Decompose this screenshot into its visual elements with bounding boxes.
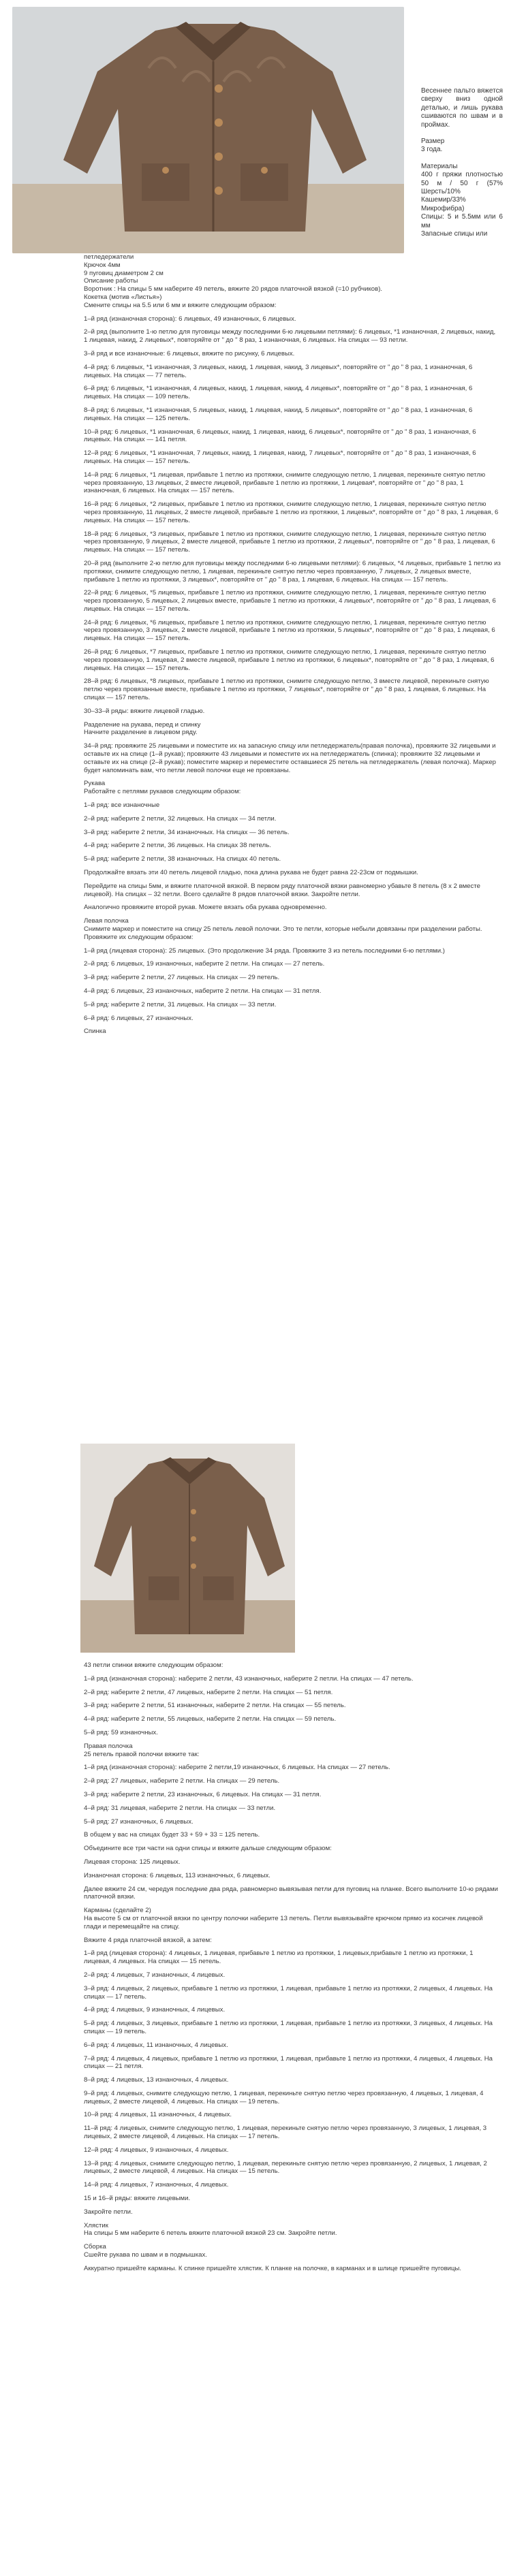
sidebar-info: [421, 87, 503, 247]
pattern-paragraph: Хлястик На спицы 5 мм наберите 6 петель вяжите платочной вязкой 23 см. Закройте петли.: [84, 2221, 337, 2238]
pattern-paragraph: Объедините все три части на одни спицы и вяжите дальше следующим образом:: [84, 1845, 332, 1853]
pattern-paragraph: 9–й ряд: 4 лицевых, снимите следующую петлю, 1 лицевая, перекиньте снятую петлю через провязанную, 4 лицевых, 1 лицевая, 4 лицевых, 2 вместе лицевой, 4 лицевых. На спицах — 19 петель.: [84, 2089, 484, 2105]
pattern-paragraph: 4–й ряд: 4 лицевых, 9 изнаночных, 4 лицевых.: [84, 2006, 226, 2014]
sidebar-intro: Весеннее пальто вяжется сверху вниз одной деталью, и лишь рукава сшиваются по швам и в проймах.: [421, 87, 503, 129]
pattern-text: [84, 253, 501, 1041]
pattern-paragraph: 15 и 16–й ряды: вяжите лицевыми.: [84, 2195, 191, 2203]
pattern-paragraph: 10–й ряд: 4 лицевых, 11 изнаночных, 4 лицевых.: [84, 2111, 232, 2119]
pattern-paragraph: 2–й ряд: 27 лицевых, наберите 2 петли. На спицах — 29 петель.: [84, 1777, 280, 1785]
pattern-paragraph: 8–й ряд: 6 лицевых, *1 изнаночная, 5 лицевых, накид, 1 лицевая, накид, 5 лицевых*, повторяйте от " до " 8 раз, 1 изнаночная, 6 лицевых. На спицах — 125 петель.: [84, 406, 473, 422]
pattern-paragraph: Закройте петли.: [84, 2208, 133, 2216]
pattern-paragraph: 43 петли спинки вяжите следующим образом:: [84, 1661, 223, 1669]
pattern-paragraph: 3–й ряд: наберите 2 петли, 23 изнаночных, 6 лицевых. На спицах — 31 петля.: [84, 1790, 322, 1798]
sleeves-block: [84, 780, 501, 1036]
pattern-paragraph: Продолжайте вязать эти 40 петель лицевой гладью, пока длина рукава не будет равна 22-23см от подмышки.: [84, 869, 418, 877]
pattern-paragraph: 3–й ряд: наберите 2 петли, 51 изнаночных, наберите 2 петли. На спицах — 55 петель.: [84, 1702, 346, 1710]
pattern-paragraph: Сборка Сшейте рукава по швам и в подмышках.: [84, 2243, 207, 2259]
pattern-paragraph: 8–й ряд: 4 лицевых, 13 изнаночных, 4 лицевых.: [84, 2076, 229, 2084]
pattern-paragraph: 5–й ряд: 27 изнаночных, 6 лицевых.: [84, 1817, 193, 1826]
pattern-paragraph: 4–й ряд: 31 лицевая, наберите 2 петли. На спицах — 33 петли.: [84, 1804, 276, 1812]
coat-back-illustration: [80, 1444, 295, 1653]
pattern-paragraph: Аналогично провяжите второй рукав. Можете вязать оба рукава одновременно.: [84, 904, 327, 912]
pattern-paragraph: Левая полочка Снимите маркер и поместите на спицу 25 петель левой полочки. Это те петли, которые небыли довязаны при разделении работы. Провяжите их следующим образом:: [84, 917, 482, 941]
pattern-paragraph: 1–й ряд (изнаночная сторона): 6 лицевых, 49 изнаночных, 6 лицевых.: [84, 315, 296, 323]
pattern-paragraph: 12–й ряд: 4 лицевых, 9 изнаночных, 4 лицевых.: [84, 2146, 229, 2154]
back-block: [84, 1661, 501, 2273]
pattern-paragraph: 11–й ряд: 4 лицевых, снимите следующую петлю, 1 лицевая, перекиньте снятую петлю через провязанную, 3 лицевых, 1 лицевая, 3 лицевых, 2 вместе лицевой, 4 лицевых. На спицах — 17 петель.: [84, 2125, 487, 2141]
head-line: Смените спицы на 5.5 или 6 мм и вяжите следующим образом:: [84, 301, 277, 309]
pattern-paragraph: 5–й ряд: наберите 2 петли, 31 лицевых. На спицах — 33 петли.: [84, 1000, 277, 1008]
coat-photo-top: [12, 7, 404, 253]
pattern-paragraph: 7–й ряд: 4 лицевых, 4 лицевых, прибавьте 1 петлю из протяжки, 1 лицевая, прибавьте 1 петлю из протяжки, 4 лицевых, 4 лицевых. На спицах — 21 петля.: [84, 2054, 493, 2071]
pattern-paragraph: 16–й ряд: 6 лицевых, *2 лицевых, прибавьте 1 петлю из протяжки, снимите следующую петлю, 1 лицевая, перекиньте снятую петлю через провязанную, 11 лицевых, 2 вместе лицевой, прибавьте 1 петлю из протяжки, 1 лицевых*, повторяйте от " до " 8 раз, 1 лицевая, 6 лицевых. На спицах — 157 петель.: [84, 500, 499, 524]
pattern-paragraph: 26–й ряд: 6 лицевых, *7 лицевых, прибавьте 1 петлю из протяжки, снимите следующую петлю, 1 лицевая, перекиньте снятую петлю через провязанную, 1 лицевая, 2 вместе лицевой, прибавьте 1 петлю из протяжки, 6 лицевых*, повторяйте от " до " 8 раз, 1 лицевая, 6 лицевых. На спицах — 157 петель.: [84, 648, 495, 672]
pattern-paragraph: Аккуратно пришейте карманы. К спинке пришейте хлястик. К планке на полочке, в карманах и в шлице пришейте пуговицы.: [84, 2264, 462, 2272]
pattern-paragraph: 14–й ряд: 6 лицевых, *1 лицевая, прибавьте 1 петлю из протяжки, снимите следующую петлю, 1 лицевая, перекиньте снятую петлю через провязанную, 13 лицевых, 2 вместе лицевой, прибавьте 1 петлю из протяжки, 1 лицевая*, повторяйте от " до " 8 раз, 1 изнаночная, 6 лицевых. На спицах — 157 петель.: [84, 471, 486, 495]
pattern-paragraph: 4–й ряд: 6 лицевых, *1 изнаночная, 3 лицевых, накид, 1 лицевая, накид, 3 лицевых*, повторяйте от " до " 8 раз, 1 изнаночная, 6 лицевых. На спицах — 77 петель.: [84, 363, 473, 379]
pattern-paragraph: 2–й ряд: наберите 2 петли, 47 лицевых, наберите 2 петли. На спицах — 51 петля.: [84, 1688, 333, 1696]
pattern-paragraph: 2–й ряд (выполните 1-ю петлю для пуговицы между последними 6-ю лицевыми петлями): 6 лицевых, *1 изнаночная, 2 лицевых, накид, 1 лицевая, накид, 2 лицевых*, повторяйте от " до " 8 раз, 1 изнаночная, 6 лицевых. На спицах — 93 петли.: [84, 328, 496, 345]
pattern-paragraph: 1–й ряд (лицевая сторона): 25 лицевых. (Это продолжение 34 ряда. Провяжите 3 из петель последними 6-ю петлями.): [84, 947, 445, 955]
head-block: [84, 253, 501, 310]
head-line: Описание работы: [84, 277, 138, 285]
pattern-paragraph: 2–й ряд: 4 лицевых, 7 изнаночных, 4 лицевых.: [84, 1971, 226, 1979]
pattern-paragraph: 3–й ряд: наберите 2 петли, 27 лицевых. На спицах — 29 петель.: [84, 974, 280, 982]
pattern-paragraph: 34–й ряд: провяжите 25 лицевыми и поместите их на запасную спицу или петледержатель(правая полочка), провяжите 32 лицевыми и оставьте их на спице (1–й рукав); провяжите 43 лицевыми и поместите их на петледержатель (спинка); провяжите 32 лицевыми и оставьте их на спице (2–й рукав); поместите маркер и переместите оставшиеся 25 петель на петледержатель (левая полочка). Маркер будет напоминать вам, что петли левой полочки еще не провязаны.: [84, 742, 497, 774]
head-line: Крючок 4мм: [84, 261, 121, 269]
head-line: Кокетка (мотив «Листья»): [84, 293, 162, 301]
head-line: петледержатели: [84, 253, 134, 261]
yoke-block: [84, 315, 501, 775]
pattern-paragraph: 2–й ряд: 6 лицевых, 19 изнаночных, наберите 2 петли. На спицах — 27 петель.: [84, 960, 325, 968]
pattern-paragraph: Вяжите 4 ряда платочной вязкой, а затем:: [84, 1936, 212, 1944]
sidebar-materials: Материалы 400 г пряжи плотностью 50 м / 50 г (57% Шерсть/10% Кашемир/33% Микрофибра) Спицы: 5 и 5.5мм или 6 мм Запасные спицы или: [421, 162, 503, 238]
pattern-paragraph: 28–й ряд: 6 лицевых, *8 лицевых, прибавьте 1 петлю из протяжки, снимите следующую петлю, 3 вместе лицевой, перекиньте снятую петлю через провязанные вместе, прибавьте 1 петлю из протяжки, 7 лицевых*, повторяйте от " до " 8 раз, 1 лицевая, 6 лицевых. На спицах — 157 петель.: [84, 678, 489, 702]
pattern-paragraph: В общем у вас на спицах будет 33 + 59 + 33 = 125 петель.: [84, 1831, 260, 1839]
sidebar-size: Размер 3 года.: [421, 138, 445, 154]
pattern-paragraph: 14–й ряд: 4 лицевых, 7 изнаночных, 4 лицевых.: [84, 2181, 229, 2189]
pattern-paragraph: 5–й ряд: наберите 2 петли, 38 изнаночных. На спицах 40 петель.: [84, 855, 281, 863]
pattern-paragraph: 3–й ряд: наберите 2 петли, 34 изнаночных. На спицах — 36 петель.: [84, 828, 290, 836]
pattern-paragraph: 5–й ряд: 4 лицевых, 3 лицевых, прибавьте 1 петлю из протяжки, 1 лицевая, прибавьте 1 петлю из протяжки, 3 лицевых, 4 лицевых. На спицах — 19 петель.: [84, 2020, 493, 2035]
pattern-paragraph: 1–й ряд (изнаночная сторона): наберите 2 петли,19 изнаночных, 6 лицевых. На спицах — 27 петель.: [84, 1764, 390, 1772]
pattern-paragraph: 3–й ряд и все изнаночные: 6 лицевых, вяжите по рисунку, 6 лицевых.: [84, 349, 295, 357]
pattern-paragraph: Разделение на рукава, перед и спинку Начните разделение в лицевом ряду.: [84, 720, 201, 737]
pattern-paragraph: 4–й ряд: наберите 2 петли, 36 лицевых. На спицах 38 петель.: [84, 842, 271, 850]
pattern-paragraph: Правая полочка 25 петель правой полочки вяжите так:: [84, 1742, 200, 1758]
pattern-paragraph: 1–й ряд (лицевая сторона): 4 лицевых, 1 лицевая, прибавьте 1 петлю из протяжки, 1 лицевых,прибавьте 1 петлю из протяжки, 1 лицевая, 4 лицевых. На спицах — 15 петель.: [84, 1950, 474, 1966]
pattern-paragraph: 4–й ряд: наберите 2 петли, 55 лицевых, наберите 2 петли. На спицах — 59 петель.: [84, 1715, 337, 1723]
head-line: 9 пуговиц диаметром 2 см: [84, 269, 164, 277]
pattern-paragraph: 10–й ряд: 6 лицевых, *1 изнаночная, 6 лицевых, накид, 1 лицевая, накид, 6 лицевых*, повторяйте от " до " 8 раз, 1 изнаночная, 6 лицевых. На спицах — 141 петля.: [84, 428, 476, 444]
pattern-paragraph: Лицевая сторона: 125 лицевых.: [84, 1858, 181, 1866]
coat-illustration: [12, 7, 404, 253]
pattern-paragraph: 4–й ряд: 6 лицевых, 23 изнаночных, наберите 2 петли. На спицах — 31 петля.: [84, 987, 322, 995]
pattern-paragraph: 2–й ряд: наберите 2 петли, 32 лицевых. На спицах — 34 петли.: [84, 814, 277, 823]
pattern-paragraph: Карманы (сделайте 2) На высоте 5 см от платочной вязки по центру полочки наберите 13 петель. Петли вывязывайте крючком прямо из косичек лицевой глади и перемещайте на спицу.: [84, 1907, 483, 1930]
pattern-paragraph: 6–й ряд: 6 лицевых, 27 изнаночных.: [84, 1014, 193, 1022]
pattern-paragraph: 1–й ряд (изнаночная сторона): наберите 2 петли, 43 изнаночных, наберите 2 петли. На спицах — 47 петель.: [84, 1674, 414, 1683]
pattern-paragraph: 22–й ряд: 6 лицевых, *5 лицевых, прибавьте 1 петлю из протяжки, снимите следующую петлю, 1 лицевая, перекиньте снятую петлю через провязанную, 5 лицевых, 2 лицевых вместе, прибавьте 1 петлю из протяжки, 4 лицевых*, повторяйте от " до " 8 раз, 1 лицевая, 6 лицевых. На спицах — 157 петель.: [84, 589, 496, 613]
pattern-paragraph: Далее вяжите 24 см, чередуя последние два ряда, равномерно вывязывая петли для пуговиц на планке. Всего выполните 10-ю рядами платочной вязки.: [84, 1885, 498, 1901]
pattern-paragraph: 13–й ряд: 4 лицевых, снимите следующую петлю, 1 лицевая, перекиньте снятую петлю через провязанную, 2 лицевых, 1 лицевая, 2 лицевых, 2 вместе лицевой, 4 лицевых. На спицах — 15 петель.: [84, 2159, 487, 2176]
pattern-paragraph: 30–33–й ряды: вяжите лицевой гладью.: [84, 707, 205, 715]
pattern-text-2: [84, 1661, 501, 2278]
pattern-paragraph: 5–й ряд: 59 изнаночных.: [84, 1728, 158, 1736]
pattern-paragraph: Рукава Работайте с петлями рукавов следующим образом:: [84, 780, 241, 796]
coat-photo-back: [80, 1444, 295, 1653]
pattern-paragraph: 24–й ряд: 6 лицевых, *6 лицевых, прибавьте 1 петлю из протяжки, снимите следующую петлю, 1 лицевая, перекиньте снятую петлю через провязанную, 3 лицевых, 2 вместе лицевой, прибавьте 1 петлю из протяжки, 5 лицевых*, повторяйте от " до " 8 раз, 1 лицевая, 6 лицевых. На спицах — 157 петель.: [84, 618, 495, 643]
pattern-paragraph: Перейдите на спицы 5мм, и вяжите платочной вязкой. В первом ряду платочной вязки равномерно убавьте 8 петель (8 х 2 вместе лицевой). На спицах – 32 петли. Всего сделайте 8 рядов платочной вязки. Закройте петли.: [84, 882, 480, 898]
pattern-paragraph: 1–й ряд: все изнаночные: [84, 801, 160, 810]
pattern-paragraph: Спинка: [84, 1028, 106, 1036]
pattern-paragraph: 20–й ряд (выполните 2-ю петлю для пуговицы между последними 6-ю лицевыми петлями): 6 лицевых, *4 лицевых, прибавьте 1 петлю из протяжки, снимите следующую петлю, 1 лицевая, перекиньте снятую петлю через провязанную, 7 лицевых, 2 лицевых вместе, прибавьте 1 петлю из протяжки, 3 лицевых*, повторяйте от " до " 8 раз, 1 лицевая, 6 лицевых. На спицах — 157 петель.: [84, 559, 501, 584]
pattern-paragraph: 3–й ряд: 4 лицевых, 2 лицевых, прибавьте 1 петлю из протяжки, 1 лицевая, прибавьте 1 петлю из протяжки, 2 лицевых, 4 лицевых. На спицах — 17 петель.: [84, 1984, 493, 2001]
pattern-paragraph: 6–й ряд: 6 лицевых, *1 изнаночная, 4 лицевых, накид, 1 лицевая, накид, 4 лицевых*, повторяйте от " до " 8 раз, 1 изнаночная, 6 лицевых. На спицах — 109 петель.: [84, 385, 473, 401]
head-line: Воротник : На спицы 5 мм наберите 49 петель, вяжите 20 рядов платочной вязкой (=10 рубчиков).: [84, 285, 383, 293]
pattern-paragraph: Изнаночная сторона: 6 лицевых, 113 изнаночных, 6 лицевых.: [84, 1871, 270, 1879]
pattern-paragraph: 6–й ряд: 4 лицевых, 11 изнаночных, 4 лицевых.: [84, 2041, 228, 2049]
pattern-paragraph: 12–й ряд: 6 лицевых, *1 изнаночная, 7 лицевых, накид, 1 лицевая, накид, 7 лицевых*, повторяйте от " до " 8 раз, 1 изнаночная, 6 лицевых. На спицах — 157 петель.: [84, 449, 476, 465]
pattern-paragraph: 18–й ряд: 6 лицевых, *3 лицевых, прибавьте 1 петлю из протяжки, снимите следующую петлю, 1 лицевая, перекиньте снятую петлю через провязанную, 9 лицевых, 2 вместе лицевой, прибавьте 1 петлю из протяжки, 2 лицевых*, повторяйте от " до " 8 раз, 1 лицевая, 6 лицевых. На спицах — 157 петель.: [84, 530, 495, 554]
